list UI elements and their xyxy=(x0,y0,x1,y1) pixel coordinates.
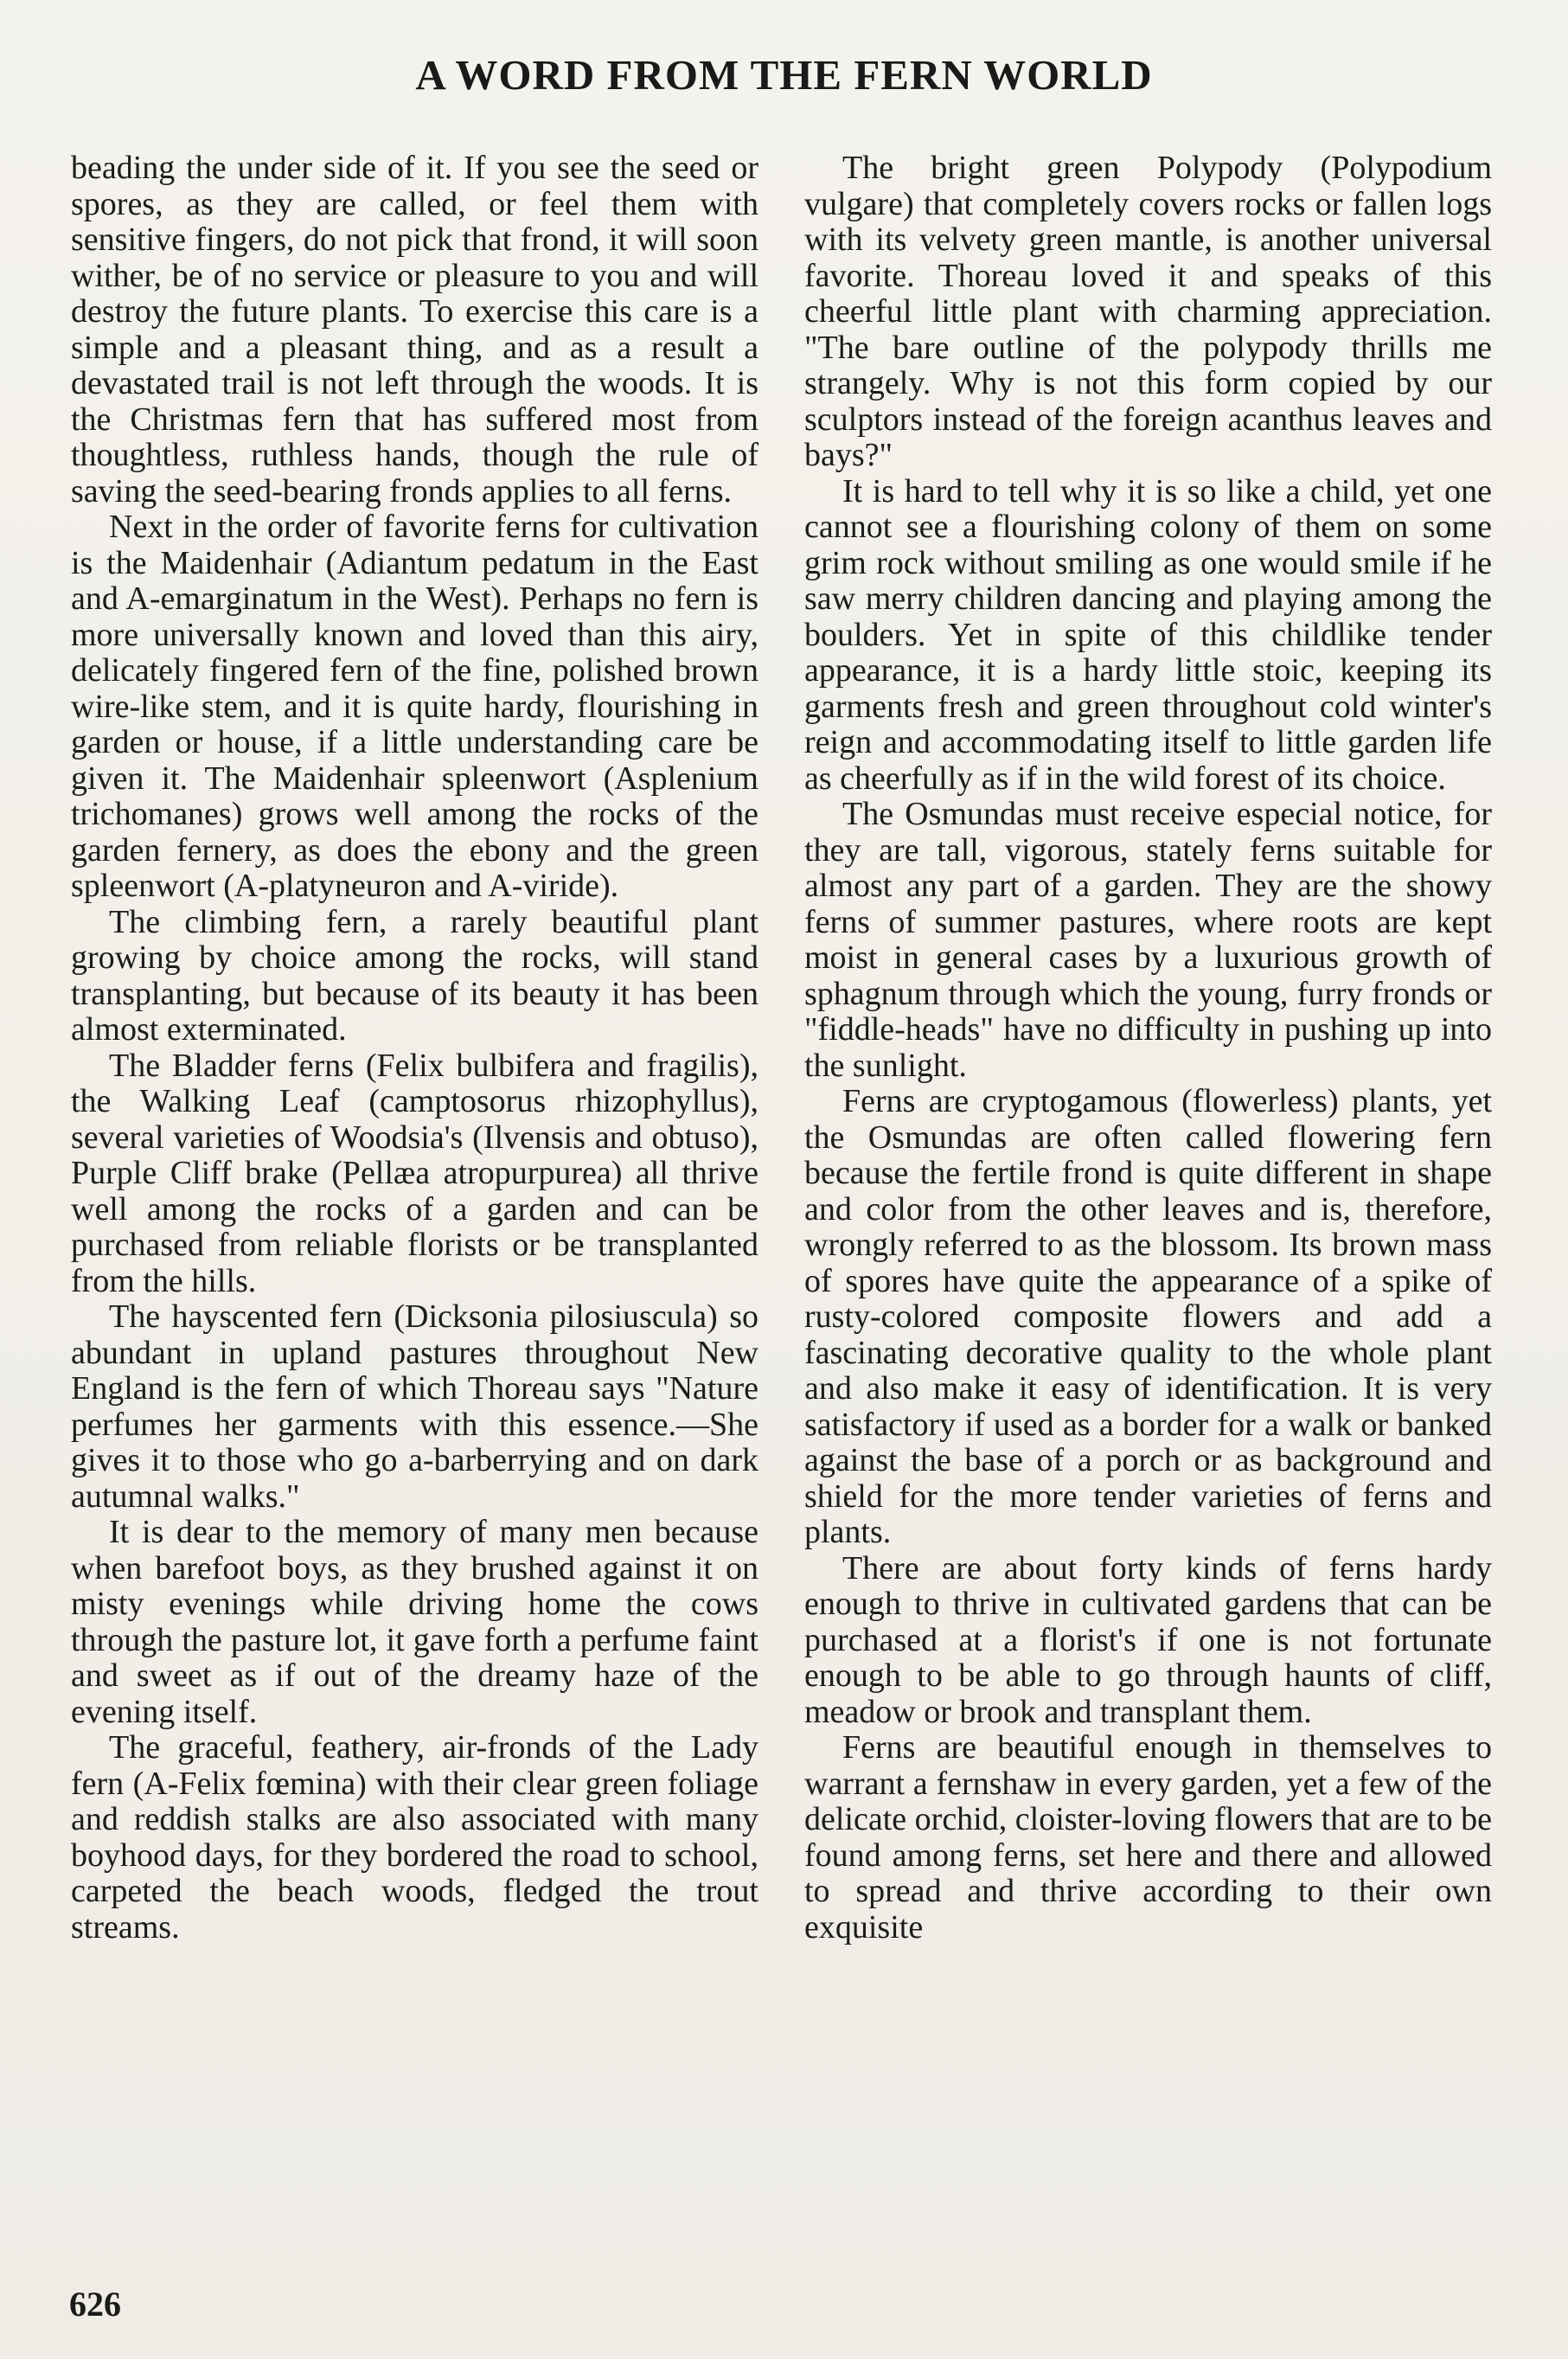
right-column xyxy=(804,151,1492,2279)
paragraph: The Bladder ferns (Felix bulbifera and fragilis), the Walking Leaf (camptosorus rhizophyllus), several varieties of Woodsia's (Ilvensis and obtuso), Purple Cliff brake (Pellæa atropurpurea) all thrive well among the rocks of a garden and can be purchased from reliable florists or be transplanted from the hills. xyxy=(71,1047,758,1299)
paragraph: It is dear to the memory of many men because when barefoot boys, as they brushed against it on misty evenings while driving home the cows through the pasture lot, it gave forth a perfume faint and sweet as if out of the dreamy haze of the evening itself. xyxy=(71,1514,758,1730)
paragraph: The climbing fern, a rarely beautiful plant growing by choice among the rocks, will stand transplanting, but because of its beauty it has been almost exterminated. xyxy=(71,903,758,1048)
left-column xyxy=(71,151,758,2279)
paragraph: The Osmundas must receive especial notice, for they are tall, vigorous, stately ferns suitable for almost any part of a garden. They are the showy ferns of summer pastures, where roots are kept moist in general cases by a luxurious growth of sphagnum through which the young, furry fronds or "fiddle-heads" have no difficulty in pushing up into the sunlight. xyxy=(804,796,1492,1084)
paragraph: It is hard to tell why it is so like a child, yet one cannot see a flourishing colony of them on some grim rock without smiling as one would smile if he saw merry children dancing and playing among the boulders. Yet in spite of this childlike tender appearance, it is a hardy little stoic, keeping its garments fresh and green throughout cold winter's reign and accommodating itself to little garden life as cheerfully as if in the wild forest of its choice. xyxy=(804,472,1492,797)
paragraph: Ferns are cryptogamous (flowerless) plants, yet the Osmundas are often called flowering fern because the fertile frond is quite different in shape and color from the other leaves and is, therefore, wrongly referred to as the blossom. Its brown mass of spores have quite the appearance of a spike of rusty-colored composite flowers and add a fascinating decorative quality to the whole plant and also make it easy of identification. It is very satisfactory if used as a border for a walk or banked against the base of a porch or as background and shield for the more tender varieties of ferns and plants. xyxy=(804,1083,1492,1550)
paragraph: The hayscented fern (Dicksonia pilosiuscula) so abundant in upland pastures throughout New England is the fern of which Thoreau says "Nature perfumes her garments with this essence.—She gives it to those who go a-barberrying and on dark autumnal walks." xyxy=(71,1298,758,1515)
paragraph: Ferns are beautiful enough in themselves to warrant a fernshaw in every garden, yet a few of the delicate orchid, cloister-loving flowers that are to be found among ferns, set here and there and allowed to spread and thrive according to their own exquisite xyxy=(804,1729,1492,1946)
paragraph: Next in the order of favorite ferns for cultivation is the Maidenhair (Adiantum pedatum in the East and A-emarginatum in the West). Perhaps no fern is more universally known and loved than this airy, delicately fingered fern of the fine, polished brown wire-like stem, and it is quite hardy, flourishing in garden or house, if a little understanding care be given it. The Maidenhair spleenwort (Asplenium trichomanes) grows well among the rocks of the garden fernery, as does the ebony and the green spleenwort (A-platyneuron and A-viride). xyxy=(71,509,758,904)
page-number: 626 xyxy=(69,2285,121,2324)
running-head: A WORD FROM THE FERN WORLD xyxy=(415,51,1153,99)
paragraph: The bright green Polypody (Polypodium vulgare) that completely covers rocks or fallen logs with its velvety green mantle, is another universal favorite. Thoreau loved it and speaks of this cheerful little plant with charming appreciation. "The bare outline of the polypody thrills me strangely. Why is not this form copied by our sculptors instead of the foreign acanthus leaves and bays?" xyxy=(804,150,1492,473)
paragraph: There are about forty kinds of ferns hardy enough to thrive in cultivated gardens that can be purchased at a florist's if one is not fortunate enough to be able to go through haunts of cliff, meadow or brook and transplant them. xyxy=(804,1549,1492,1730)
paragraph: beading the under side of it. If you see the seed or spores, as they are called, or feel them with sensitive fingers, do not pick that frond, it will soon wither, be of no service or pleasure to you and will destroy the future plants. To exercise this care is a simple and a pleasant thing, and as a result a devastated trail is not left through the woods. It is the Christmas fern that has suffered most from thoughtless, ruthless hands, though the rule of saving the seed-bearing fronds applies to all ferns. xyxy=(71,150,758,510)
paragraph: The graceful, feathery, air-fronds of the Lady fern (A-Felix fœmina) with their clear green foliage and reddish stalks are also associated with many boyhood days, for they bordered the road to school, carpeted the beach woods, fledged the trout streams. xyxy=(71,1729,758,1946)
